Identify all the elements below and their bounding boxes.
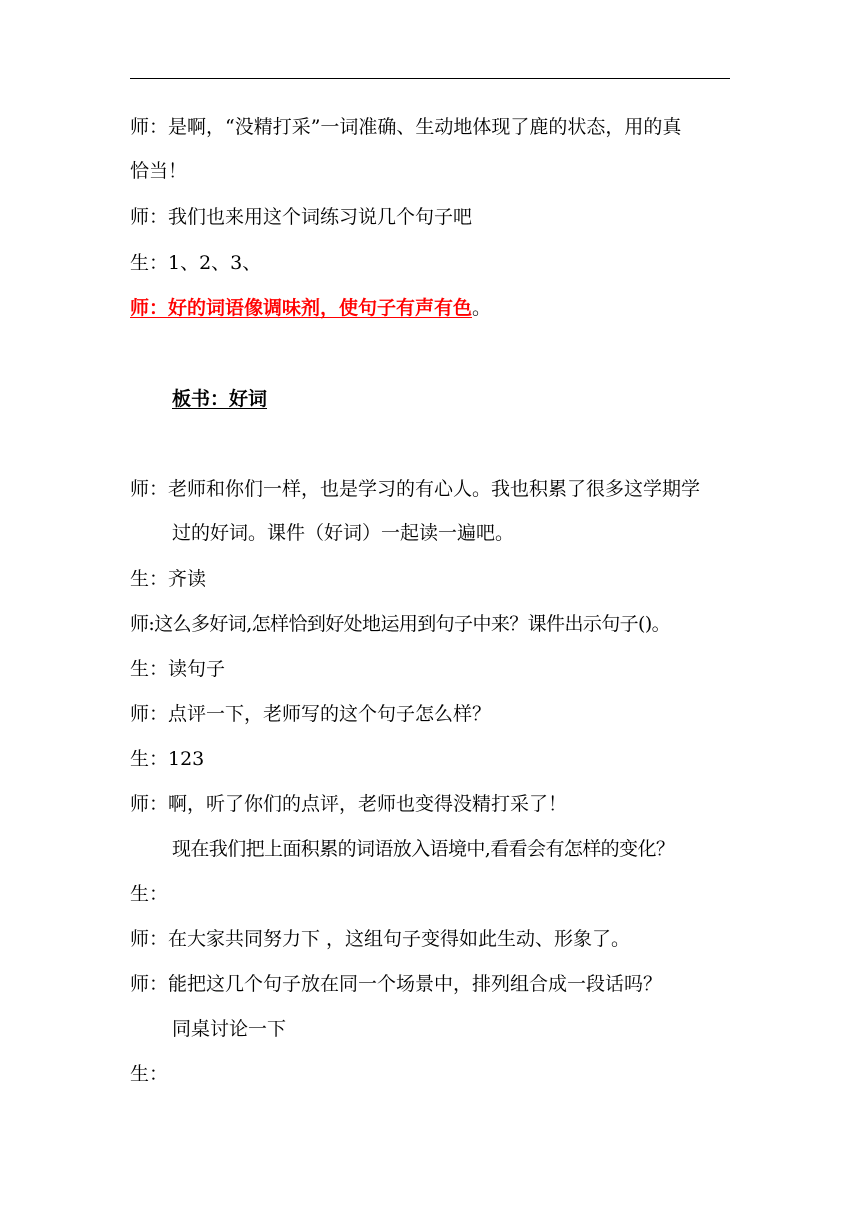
teacher-line-8-cont: 同桌讨论一下 bbox=[172, 1018, 287, 1040]
highlight-line bbox=[130, 294, 740, 322]
teacher-line-4: 师:这么多好词,怎样恰到好处地运用到句子中来？课件出示句子()。 bbox=[130, 613, 671, 635]
teacher-line-2: 师：我们也来用这个词练习说几个句子吧 bbox=[130, 206, 473, 228]
header-rule bbox=[130, 78, 730, 79]
highlight-text: 师：好的词语像调味剂，使句子有声有色 bbox=[130, 297, 473, 319]
teacher-line-8: 师：能把这几个句子放在同一个场景中，排列组合成一段话吗？ bbox=[130, 973, 663, 995]
student-line-4: 生：123 bbox=[130, 748, 205, 770]
board-note-text: 板书：好词 bbox=[172, 388, 268, 410]
teacher-line-1: 师：是啊，“没精打采”一词准确、生动地体现了鹿的状态，用的真 bbox=[130, 116, 682, 138]
student-line-3: 生：读句子 bbox=[130, 658, 226, 680]
teacher-line-6: 师：啊，听了你们的点评，老师也变得没精打采了！ bbox=[130, 793, 568, 815]
board-note bbox=[172, 385, 782, 413]
teacher-line-1-cont: 恰当！ bbox=[130, 160, 188, 182]
teacher-line-3: 师：老师和你们一样，也是学习的有心人。我也积累了很多这学期学 bbox=[130, 478, 701, 500]
student-line-5: 生： bbox=[130, 883, 169, 905]
teacher-line-7: 师：在大家共同努力下 ，这组句子变得如此生动、形象了。 bbox=[130, 928, 631, 950]
student-line-6: 生： bbox=[130, 1063, 169, 1085]
teacher-line-3-cont: 过的好词。课件（好词）一起读一遍吧。 bbox=[172, 522, 515, 544]
student-line-2: 生：齐读 bbox=[130, 568, 207, 590]
teacher-line-5: 师：点评一下，老师写的这个句子怎么样？ bbox=[130, 703, 492, 725]
student-line-1: 生：1、2、3、 bbox=[130, 252, 262, 274]
highlight-period: 。 bbox=[472, 297, 492, 319]
teacher-line-6-cont: 现在我们把上面积累的词语放入语境中,看看会有怎样的变化？ bbox=[172, 838, 675, 860]
